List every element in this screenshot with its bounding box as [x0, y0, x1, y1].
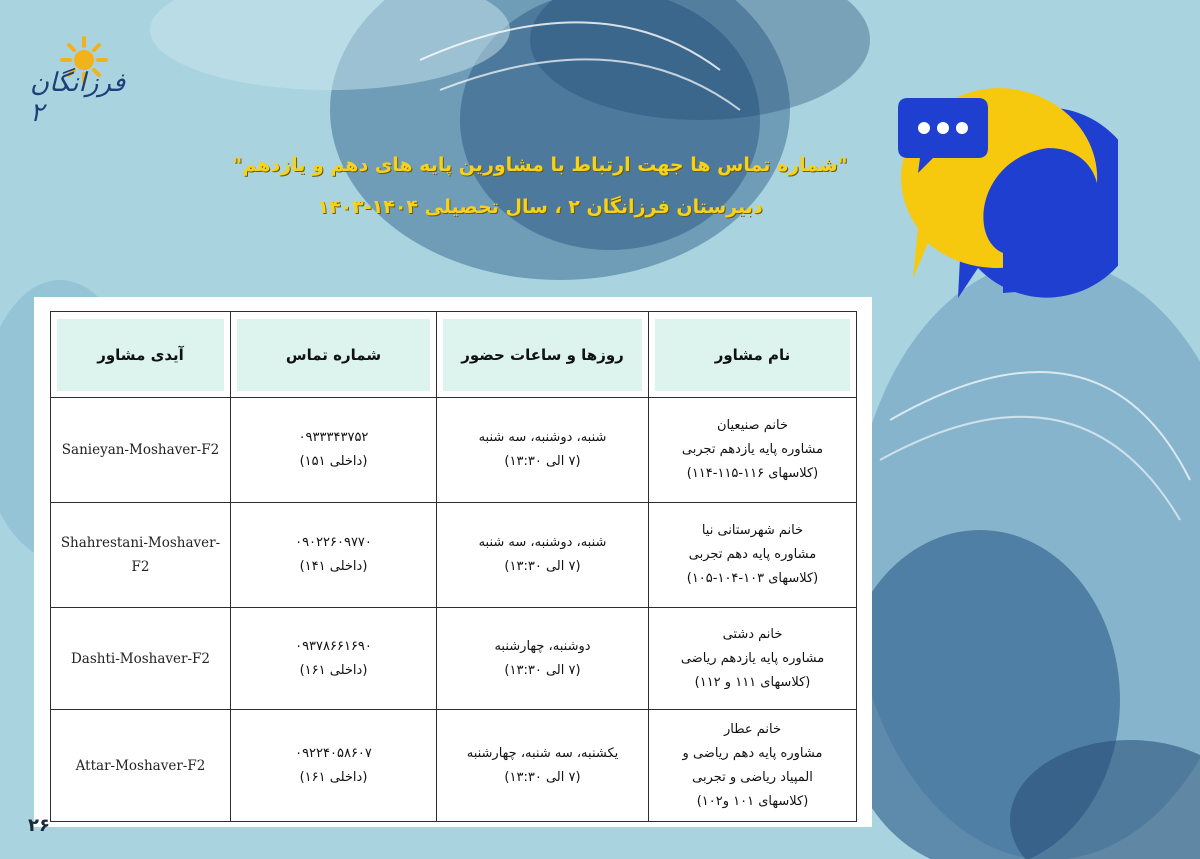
counselor-name-cell: خانم عطار مشاوره پایه دهم ریاضی و المپیاد ریاضی و تجربی (کلاسهای ۱۰۱ و۱۰۲) [649, 710, 857, 822]
counselors-card [34, 297, 872, 827]
table-row [51, 398, 857, 503]
page-title [200, 148, 880, 224]
phone-cell: ۰۹۲۲۴۰۵۸۶۰۷ (داخلی ۱۶۱) [231, 710, 437, 822]
days-cell: دوشنبه، چهارشنبه (۷ الی ۱۳:۳۰) [437, 608, 649, 710]
table-row [51, 608, 857, 710]
counselors-table [50, 311, 857, 822]
days-cell: شنبه، دوشنبه، سه شنبه (۷ الی ۱۳:۳۰) [437, 503, 649, 608]
header-phone: شماره تماس [231, 312, 437, 398]
days-cell: شنبه، دوشنبه، سه شنبه (۷ الی ۱۳:۳۰) [437, 398, 649, 503]
header-id: آیدی مشاور [51, 312, 231, 398]
table-row [51, 710, 857, 822]
logo-text: فرزانگان ۲ [30, 68, 126, 128]
counselor-id-cell: Attar-Moshaver-F2 [51, 710, 231, 822]
counselor-id-cell: Shahrestani-Moshaver-F2 [51, 503, 231, 608]
header-days: روزها و ساعات حضور [437, 312, 649, 398]
phone-cell: ۰۹۳۳۳۴۳۷۵۲ (داخلی ۱۵۱) [231, 398, 437, 503]
phone-cell: ۰۹۰۲۲۶۰۹۷۷۰ (داخلی ۱۴۱) [231, 503, 437, 608]
days-cell: یکشنبه، سه شنبه، چهارشنبه (۷ الی ۱۳:۳۰) [437, 710, 649, 822]
phone-cell: ۰۹۳۷۸۶۶۱۶۹۰ (داخلی ۱۶۱) [231, 608, 437, 710]
counselor-id-cell: Dashti-Moshaver-F2 [51, 608, 231, 710]
counselor-id-cell: Sanieyan-Moshaver-F2 [51, 398, 231, 503]
page-number: ۲۶ [28, 815, 50, 836]
title-line-2: دبیرستان فرزانگان ۲ ، سال تحصیلی ۱۴۰۴-۱۴۰۳ [317, 196, 763, 218]
school-logo [14, 30, 134, 128]
counselor-name-cell: خانم دشتی مشاوره پایه یازدهم ریاضی (کلاسهای ۱۱۱ و ۱۱۲) [649, 608, 857, 710]
chat-bubble-head-icon [888, 78, 1118, 308]
table-header-row [51, 312, 857, 398]
table-row [51, 503, 857, 608]
counselor-name-cell: خانم شهرستانی نیا مشاوره پایه دهم تجربی (کلاسهای ۱۰۳-۱۰۴-۱۰۵) [649, 503, 857, 608]
header-name: نام مشاور [649, 312, 857, 398]
counselor-name-cell: خانم صنیعیان مشاوره پایه یازدهم تجربی (کلاسهای ۱۱۶-۱۱۵-۱۱۴) [649, 398, 857, 503]
title-line-1: "شماره تماس ها جهت ارتباط با مشاورین پایه های دهم و یازدهم" [232, 154, 848, 176]
